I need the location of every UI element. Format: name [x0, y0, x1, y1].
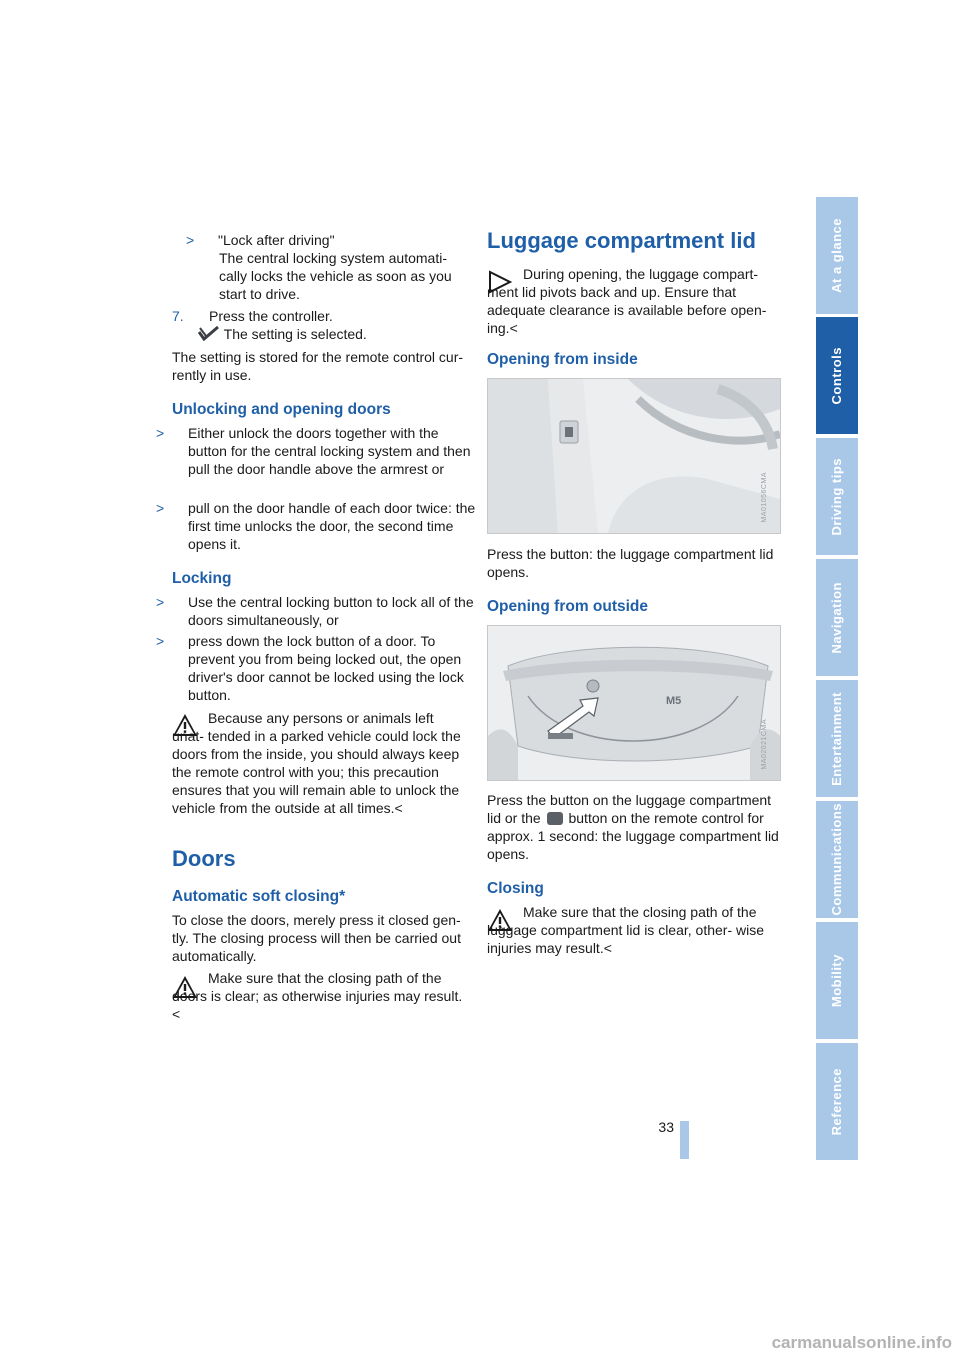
outside-heading: Opening from outside — [487, 598, 649, 615]
lock-bullet-1: > Use the central locking button to lock all of the doors simultaneously, or — [156, 594, 474, 628]
tab-mobility[interactable]: Mobility — [816, 922, 858, 1039]
interior-illustration — [488, 379, 780, 533]
svg-text:M5: M5 — [666, 695, 682, 707]
outside-text: Press the button on the luggage compartment lid or the button on the remote control for approx. 1 second: the luggage compartment lid opens. — [487, 792, 779, 862]
warning-doors: Make sure that the closing path of the doors is clear; as otherwise injuries may result.< — [172, 970, 463, 1022]
lock-after-driving-item: > "Lock after driving" — [186, 232, 335, 248]
trunk-illustration — [488, 626, 780, 780]
footer-url: carmanualsonline.info — [771, 1333, 952, 1352]
page-number-bar — [680, 1121, 689, 1159]
luggage-heading: Luggage compartment lid — [487, 228, 756, 253]
unlocking-heading: Unlocking and opening doors — [172, 401, 391, 418]
luggage-note: During opening, the luggage compart- ment lid pivots back and up. Ensure that adequate clearance is available before open- ing.< — [487, 266, 767, 336]
inside-text: Press the button: the luggage compartment lid opens. — [487, 546, 774, 580]
locking-heading: Locking — [172, 570, 232, 587]
tab-at-a-glance[interactable]: At a glance — [816, 197, 858, 314]
lock-after-driving-desc: The central locking system automati- cally locks the vehicle as soon as you start to drive. — [219, 250, 452, 302]
lock-after-driving-title: "Lock after driving" — [218, 232, 335, 248]
setting-selected-line — [198, 325, 464, 343]
photo-code: MA02021CMA — [761, 719, 768, 770]
trunk-key-icon — [547, 812, 563, 825]
tab-entertainment[interactable]: Entertainment — [816, 680, 858, 797]
photo-code: MA01056CMA — [761, 472, 768, 523]
stored-text: The setting is stored for the remote control cur- rently in use. — [172, 349, 464, 383]
step-7: 7. Press the controller. — [172, 308, 333, 324]
tab-reference[interactable]: Reference — [816, 1043, 858, 1160]
doors-heading: Doors — [172, 846, 236, 871]
side-nav — [816, 197, 858, 1160]
warning-animals: Because any persons or animals left unat- tended in a parked vehicle could lock the doors from the inside, you should always keep the remote control with you; this precaution ensures that you will remain able to unlock the vehicle from the outside at all times.< — [172, 710, 461, 816]
tab-navigation[interactable]: Navigation — [816, 559, 858, 676]
tab-controls[interactable]: Controls — [816, 317, 858, 434]
closing-heading: Closing — [487, 880, 544, 897]
step-7-text: Press the controller. — [209, 308, 333, 324]
warning-closing: Make sure that the closing path of the luggage compartment lid is clear, other- wise injuries may result.< — [487, 904, 765, 956]
page-number: 33 — [658, 1119, 674, 1135]
unlock-bullet-2: > pull on the door handle of each door twice: the first time unlocks the door, the second time opens it. — [156, 500, 476, 552]
unlock-bullet-1: > Either unlock the doors together with the button for the central locking system and then pull the door handle above the armrest or — [156, 425, 471, 477]
soft-close-text: To close the doors, merely press it closed gen- tly. The closing process will then be carried out automatically. — [172, 912, 461, 964]
tab-communications[interactable]: Communications — [816, 801, 858, 918]
inside-heading: Opening from inside — [487, 351, 638, 368]
soft-close-heading: Automatic soft closing* — [172, 888, 346, 905]
trunk-lid-photo — [487, 625, 781, 781]
interior-button-photo — [487, 378, 781, 534]
lock-bullet-2: > press down the lock button of a door. To prevent you from being locked out, the open driver's door cannot be locked using the lock button. — [156, 633, 464, 703]
setting-selected-text: The setting is selected. — [223, 326, 367, 342]
tab-driving-tips[interactable]: Driving tips — [816, 438, 858, 555]
checkmark-icon — [198, 326, 220, 342]
